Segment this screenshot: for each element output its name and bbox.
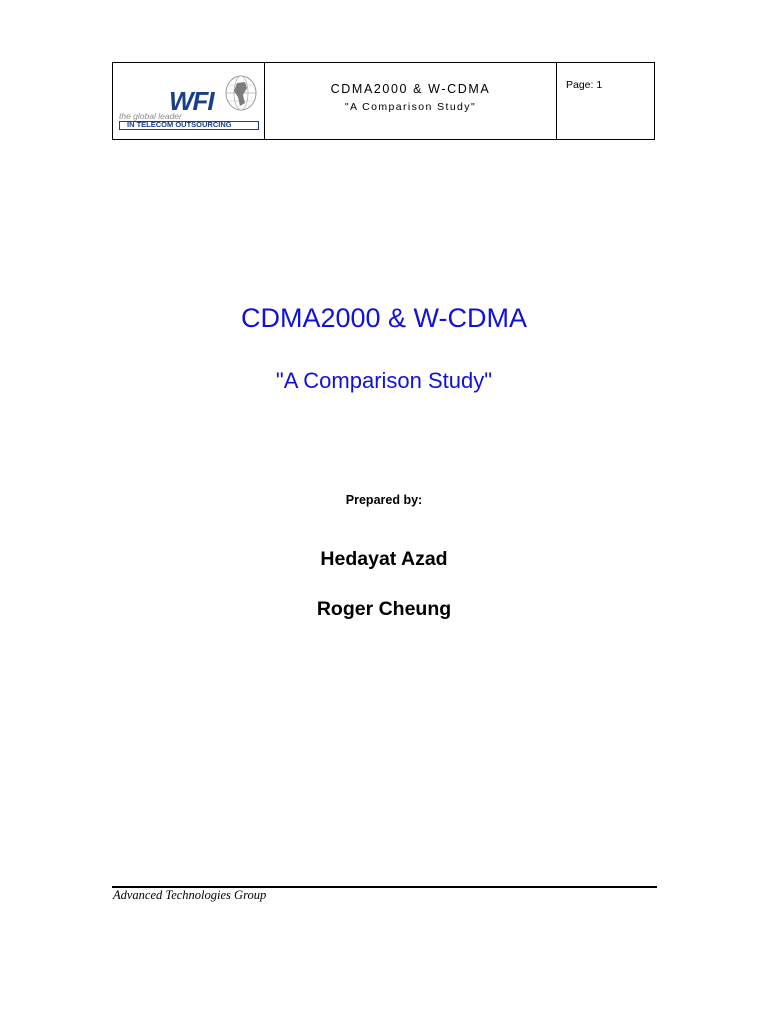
author-name: Hedayat Azad (320, 548, 448, 570)
page-number: Page: 1 (566, 79, 603, 91)
globe-icon (223, 73, 259, 113)
author-name: Roger Cheung (316, 598, 452, 620)
footer-text: Advanced Technologies Group (113, 888, 267, 902)
header-page-cell (557, 63, 654, 139)
logo-tagline: the global leader (119, 111, 182, 121)
header-title: CDMA2000 & W-CDMA (330, 82, 491, 96)
wfi-logo (117, 71, 261, 133)
prepared-by-label: Prepared by: (345, 493, 423, 507)
document-title: CDMA2000 & W-CDMA (240, 303, 528, 333)
header-logo-cell (113, 63, 265, 139)
header-table (112, 62, 655, 140)
document-subtitle: "A Comparison Study" (275, 368, 493, 393)
logo-brand: WFI (169, 86, 214, 116)
header-title-cell (265, 63, 557, 139)
logo-bar-text: IN TELECOM OUTSOURCING (127, 120, 232, 129)
header-subtitle: "A Comparison Study" (344, 101, 477, 113)
